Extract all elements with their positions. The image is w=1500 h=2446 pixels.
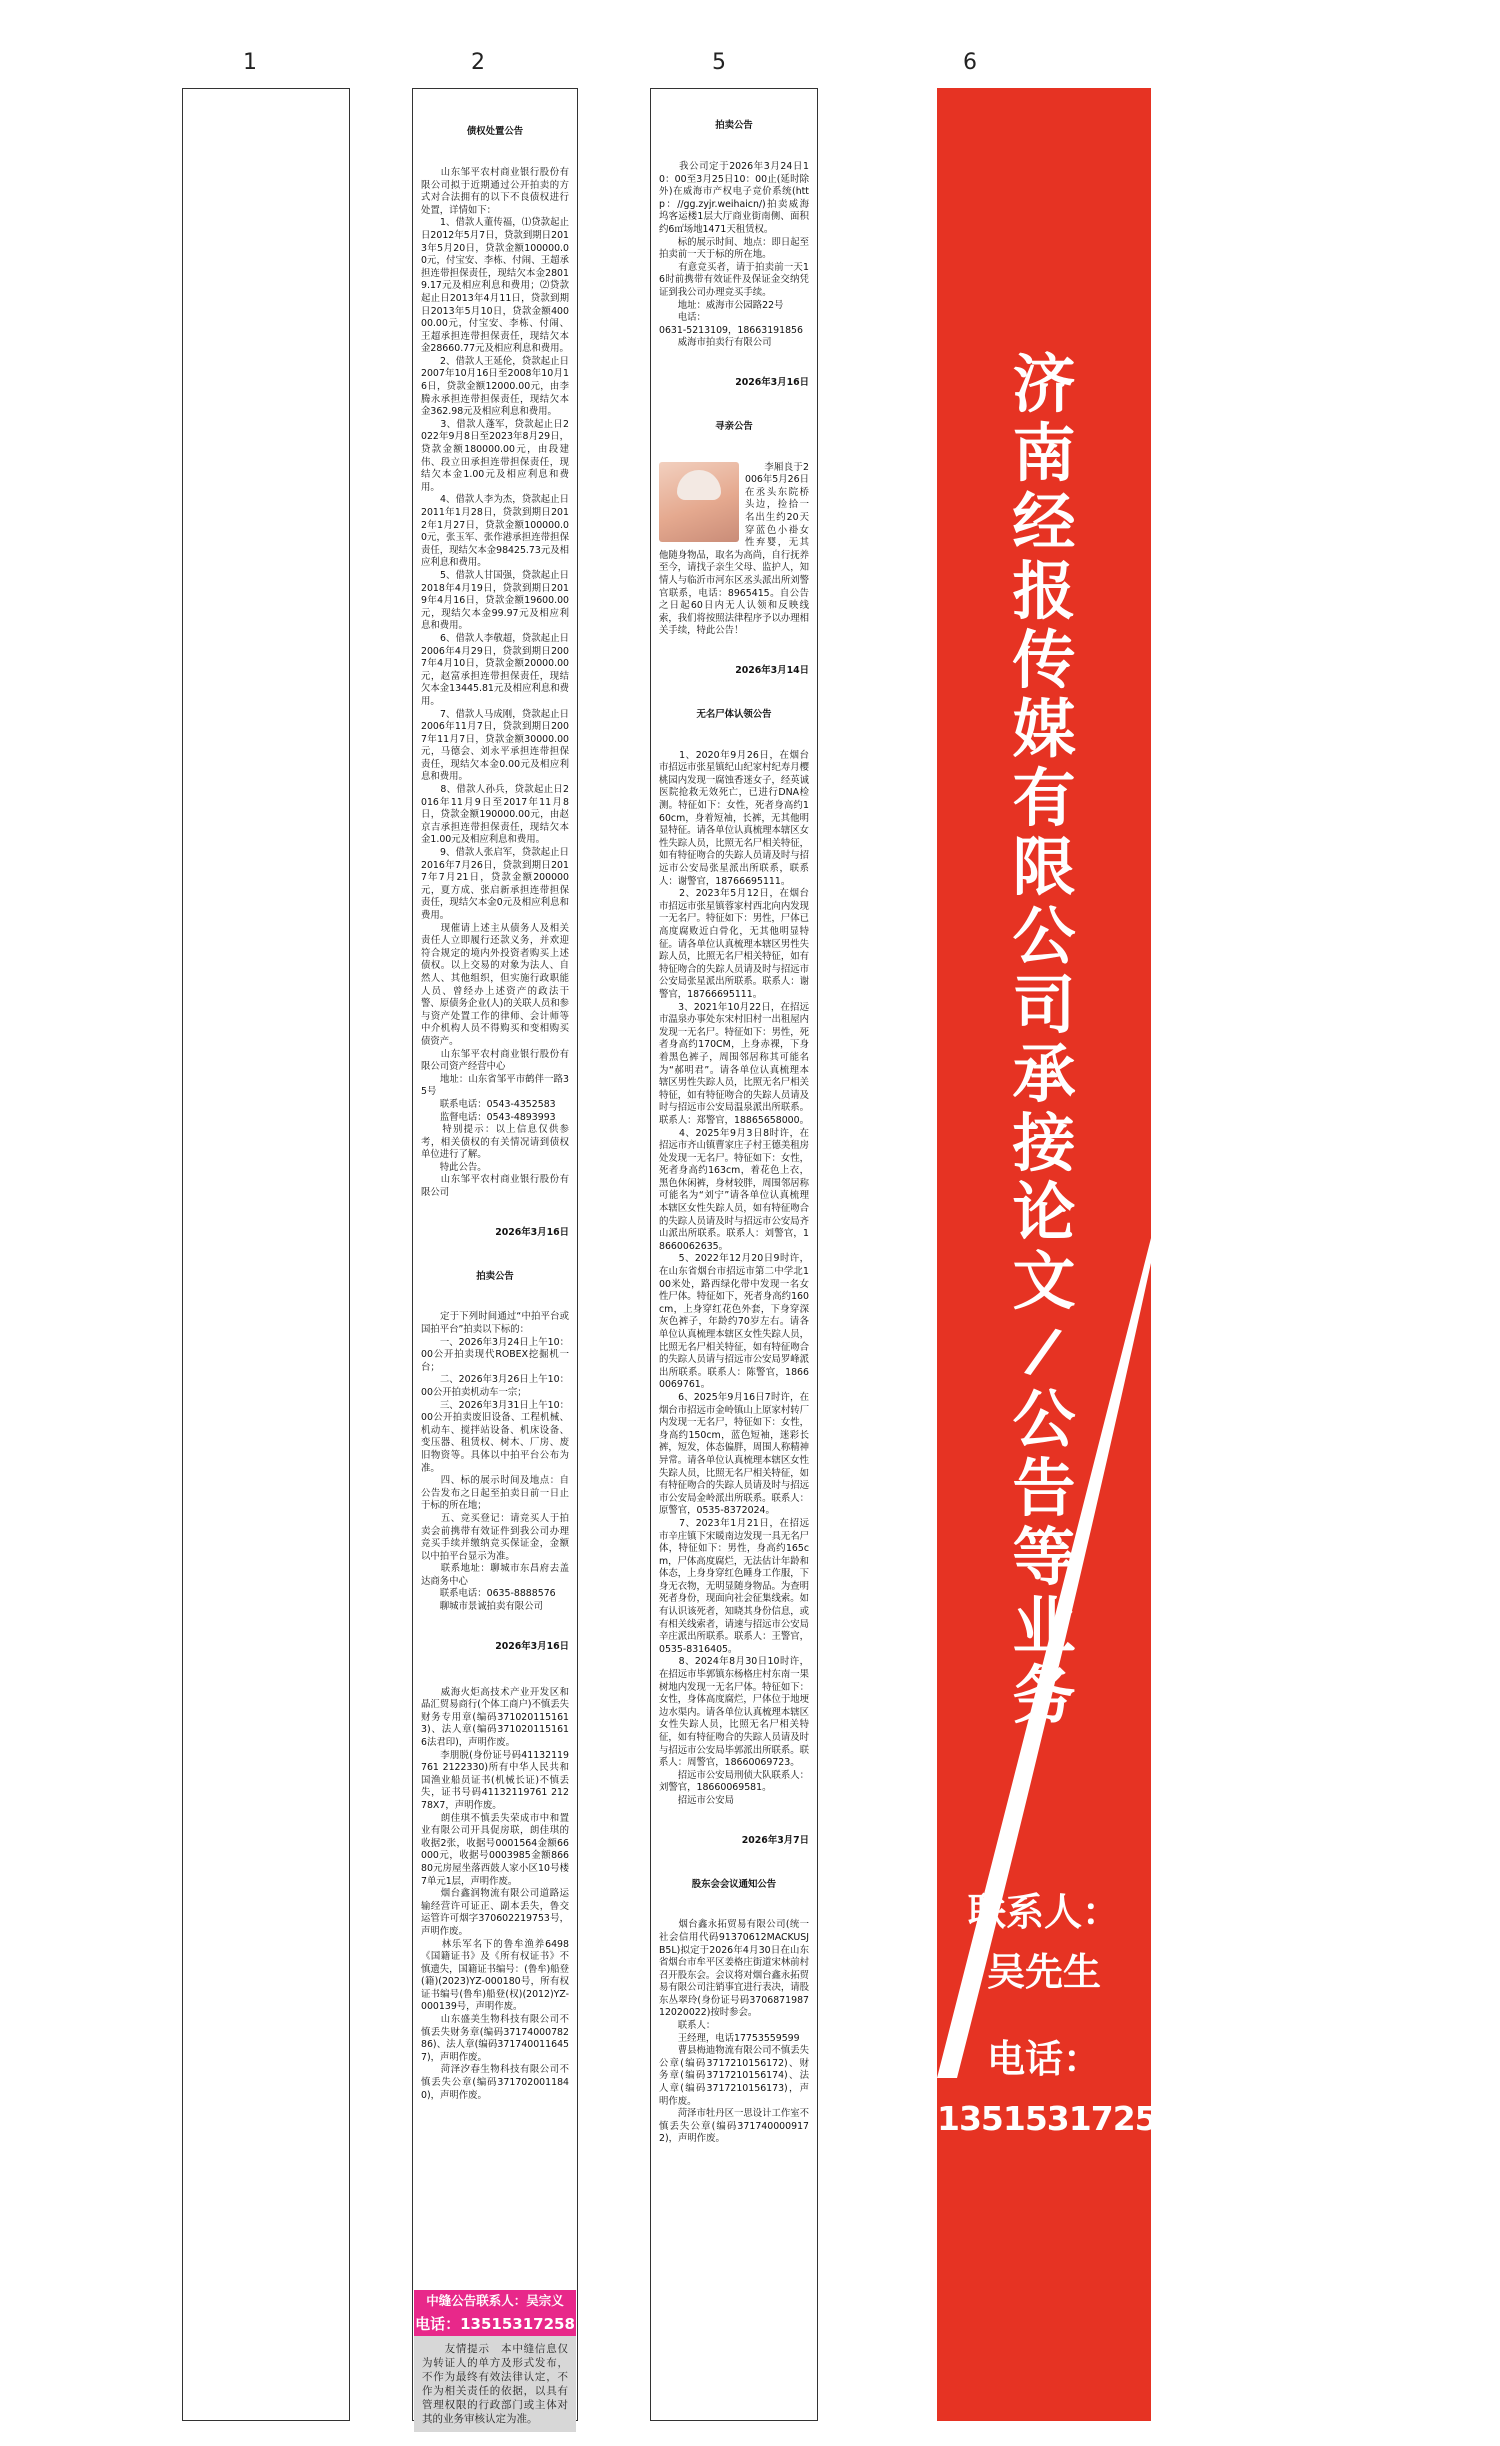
slogan-char: 论: [1012, 1175, 1076, 1249]
column-2-text: [413, 89, 577, 2129]
middle-seam-contact-name: 中缝公告联系人：吴宗义: [426, 2293, 564, 2308]
shareholder-meeting-title: 股东会会议通知公告: [691, 1878, 777, 1890]
slogan-char: 接: [1012, 1106, 1076, 1180]
middle-seam-contact: [414, 2290, 576, 2336]
auction-notice-title: 拍卖公告: [476, 1270, 514, 1282]
slogan-char: 南: [1012, 416, 1076, 490]
friendly-reminder: 友情提示 本中缝信息仅为转证人的单方及形式发布，不作为最终有效法律认定，不作为相关责任的依据，以具有管理权限的行政部门或主体对其的业务审核认定为准。: [414, 2336, 576, 2432]
family-search-date: 2026年3月14日: [735, 665, 809, 677]
auction-notice-2-title: 拍卖公告: [715, 120, 753, 132]
slogan-char: 公: [1012, 899, 1076, 973]
auction-notice-2-body: 我公司定于2026年3月24日10：00至3月25日10：00止(延时除外)在威海市产权电子竞价系统(http：//gg.zyjr.weihaicn/)拍卖威海坞客运楼1层大厅商业街南侧、面积约6㎡场地1471天租赁权。 标的展示时间、地点：即日起至拍卖前一天于标的所在地。 有意竞买者，请于拍卖前一天16时前携带有效证件及保证金交纳凭证到我公司办理竞买手续。 地址：威海市公园路22号 电话： 0631-5213109，18663191856 威海市拍卖行有限公司: [659, 160, 810, 349]
slogan: [937, 347, 1151, 1732]
column-5: [650, 88, 818, 2421]
column-number-1: 1: [243, 50, 257, 75]
slogan-char: /: [1021, 1311, 1067, 1389]
slogan-char: 文: [1012, 1244, 1076, 1318]
slogan-char: 承: [1012, 1037, 1076, 1111]
phone-number: 13515317258: [937, 2099, 1179, 2138]
column-5-text: [651, 89, 817, 2173]
slogan-char: 业: [1012, 1589, 1076, 1663]
column-number-5: 5: [712, 50, 726, 75]
unclaimed-body-text: 1、2020年9月26日，在烟台市招远市张星镇纪山纪家村纪寿月樱桃园内发现一腐蚀香迷女子，经英诚医院抢救无效死亡，已进行DNA检测。特征如下：女性，死者身高约160cm，身着短袖，长裤，无其他明显特征。请各单位认真梳理本辖区女性失踪人员，比照无名尸相关特征，如有特征吻合的失踪人员请及时与招远市公安局张星派出所联系，联系人：谢警官，18766695111。 2、2023年5月12日，在烟台市招远市张星镇蓉家村西北向内发现一无名尸。特征如下：男性，尸体已高度腐败近白骨化，无其他明显特征。请各单位认真梳理本辖区男性失踪人员，比照无名尸相关特征，如有特征吻合的失踪人员请及时与招远市公安局张星派出所联系。联系人：谢警官，18766695111。 3、2021年10月22日，在招远市温泉办事处东宋村旧村一出租屋内发现一无名尸。特征如下：男性，死者身高约170CM，上身赤裸，下身着黑色裤子，周围邻居称其可能名为“郝明君”。请各单位认真梳理本辖区男性失踪人员，比照无名尸相关特征，如有特征吻合的失踪人员请及时与招远市公安局温泉派出所联系。联系人：郑警官，18865658000。 4、2025年9月3日8时许，在招远市齐山镇曹家庄子村王德美租房处发现一无名尸。特征如下：女性，死者身高约163cm，着花色上衣，黑色休闲裤，身材较胖，周围邻居称可能名为“刘宁”请各单位认真梳理本辖区女性失踪人员，如有特征吻合的失踪人员请及时与招远市公安局齐山派出所联系。联系人：刘警官，18660062635。 5、2022年12月20日9时许，在山东省烟台市招远市第二中学北100米处，路西绿化带中发现一名女性尸体。特征如下，死者身高约160cm，上身穿红花色外套，下身穿深灰色裤子，年龄约70岁左右。请各单位认真梳理本辖区女性失踪人员，比照无名尸相关特征，如有特征吻合的失踪人员请与招远市公安局罗峰派出所联系。联系人：陈警官，18660069761。 6、2025年9月16日7时许，在烟台市招远市金岭镇山上原家村转厂内发现一无名尸，特征如下：女性，身高约150cm，蓝色短袖，迷彩长裤，短发，体态偏胖，周围人称精神异常。请各单位认真梳理本辖区女性失踪人员，比照无名尸相关特征，如有特征吻合的失踪人员请及时与招远市公安局金岭派出所联系。联系人：原警官，0535-8372024。 7、2023年1月21日，在招远市辛庄镇下宋暖南边发现一具无名尸体，特征如下：男性，身高约165cm，尸体高度腐烂，无法估计年龄和体态，上身身穿红色睡身工作服，下身无衣物，无明显随身物品。为查明死者身份，现面向社会征集线索。如有认识该死者，知晓其身份信息，或有相关线索者，请速与招远市公安局辛庄派出所联系。联系人：王警官，0535-8316405。 8、2024年8月30日10时许，在招远市毕郭镇东杨格庄村东南一果树地内发现一无名尸体。特征如下：女性，身体高度腐烂，尸体位于地埂边水渠内。请各单位认真梳理本辖区女性失踪人员，比照无名尸相关特征，如有特征吻合的失踪人员请及时与招远市公安局毕郭派出所联系。联系人：周警官，18660069723。 招远市公安局刑侦大队联系人：刘警官，18660069581。 招远市公安局: [659, 749, 810, 1806]
unclaimed-body-title: 无名尸体认领公告: [696, 708, 772, 720]
middle-seam-ad: [414, 2290, 576, 2432]
slogan-char: 媒: [1012, 692, 1076, 766]
column-1-blank: [182, 88, 350, 2421]
slogan-char: 告: [1012, 1451, 1076, 1525]
slogan-char: 限: [1012, 830, 1076, 904]
slogan-char: 有: [1012, 761, 1076, 835]
auction-notice-body: 定于下列时间通过“中拍平台或国拍平台”拍卖以下标的： 一、2026年3月24日上午10：00公开拍卖现代ROBEX挖掘机一台； 二、2026年3月26日上午10：00公开拍卖机动车一宗； 三、2026年3月31日上午10：00公开拍卖废旧设备、工程机械、机动车、搅拌站设备、机床设备、变压器、租赁权、树木、厂房、废旧物资等。具体以中拍平台公布为准。 四、标的展示时间及地点：自公告发布之日起至拍卖日前一日止于标的所在地； 五、竞买登记：请竞买人于拍卖会前携带有效证件到我公司办理竞买手续并缴纳竞买保证金，金额以中拍平台显示为准。 联系地址：聊城市东昌府去盖达商务中心 联系电话：0635-8888576 聊城市景诚拍卖有限公司: [421, 1311, 569, 1613]
loss-statements: 威海火炬高技术产业开发区和晶汇贸易商行(个体工商户)不慎丢失财务专用章(编码3710201151613)、法人章(编码371020115161 6法君印)，声明作废。 李朋脱(身份证号码41132119761 2122330)所有中华人民共和国渔业船员证书(机械长证)不慎丢失，证书号码41132119761 21278X7，声明作废。 朗佳琪不慎丢失荣成市中和置业有限公司开具促房联，朗佳琪的收据2张，收据号0001564金额66000元，收据号0003985金额86680元房屋坐落西鼓人家小区10号楼7单元1层，声明作废。 烟台鑫润物流有限公司道路运输经营许可证正、副本丢失，鲁交运管许可烟字370602219753号，声明作废。 林乐军名下的鲁牟渔养6498《国籍证书》及《所有权证书》不慎遗失，国籍证书编号：(鲁牟)船登(籍)(2023)YZ-000180号，所有权证书编号(鲁牟)船登(权)(2012)YZ-000139号，声明作废。 山东盛美生物科技有限公司不慎丢失财务章(编码3717400078286)、法人章(编码3717400116457)，声明作废。 菏泽汐春生物科技有限公司不慎丢失公章(编码3717020011840)，声明作废。: [421, 1686, 569, 2101]
slogan-char: 传: [1012, 623, 1076, 697]
slogan-char: 等: [1012, 1520, 1076, 1594]
middle-seam-contact-phone: 电话：13515317258: [415, 2315, 575, 2333]
family-search-body: [659, 462, 809, 638]
debt-disposal-title: 债权处置公告: [466, 126, 524, 138]
slogan-char: 司: [1012, 968, 1076, 1042]
debt-disposal-body: 山东邹平农村商业银行股份有限公司拟于近期通过公开拍卖的方式对合法拥有的以下不良债权进行处置，详情如下： 1、借款人董传福，⑴贷款起止日2012年5月7日，贷款到期日2013年5月20日，贷款金额100000.00元，付宝安、李栋、付闹、王超承担连带担保责任，现结欠本金28019.17元及相应利息和费用；⑵贷款起止日2013年4月11日，贷款到期日2013年5月10日，贷款金额40000.00元，付宝安、李栋、付闹、王超承担连带担保责任，现结欠本金28660.77元及相应利息和费用。 2、借款人王延伦，贷款起止日2007年10月16日至2008年10月16日，贷款金额12000.00元，由李腾永承担连带担保责任，现结欠本金362.98元及相应利息和费用。 3、借款人蓬军，贷款起止日2022年9月8日至2023年8月29日，贷款金额180000.00元，由段建伟、段立田承担连带担保责任，现结欠本金1.00元及相应利息和费用。 4、借款人李为杰，贷款起止日2011年1月28日，贷款到期日2012年1月27日，贷款金额100000.00元，张玉军、张作港承担连带担保责任，现结欠本金98425.73元及相应利息和费用。 5、借款人甘国强，贷款起止日2018年4月19日，贷款到期日2019年4月16日，贷款金额19600.00元，现结欠本金99.97元及相应利息和费用。 6、借款人李敬超，贷款起止日2006年4月29日，贷款到期日2007年4月10日，贷款金额20000.00元，赵富承担连带担保责任，现结欠本金13445.81元及相应利息和费用。 7、借款人马成刚，贷款起止日2006年11月7日，贷款到期日2007年11月7日，贷款金额30000.00元，马德会、刘永平承担连带担保责任，现结欠本金0.00元及相应利息和费用。 8、借款人孙兵，贷款起止日2016年11月9日至2017年11月8日，贷款金额190000.00元，由赵京吉承担连带担保责任，现结欠本金1.00元及相应利息和费用。 9、借款人张启军，贷款起止日2016年7月26日，贷款到期日2017年7月21日，贷款金额200000元，夏方成、张启新承担连带担保责任，现结欠本金0元及相应利息和费用。 现催请上述主从债务人及相关责任人立即履行还款义务，并欢迎符合规定的境内外投资者购买上述债权。以上交易的对象为法人、自然人、其他组织，但实施行政职能人员、曾经办上述资产的政法干警、原债务企业(人)的关联人员和参与资产处置工作的律师、会计师等中介机构人员不得购买和变相购买债资产。 山东邹平农村商业银行股份有限公司资产经营中心 地址：山东省邹平市鹤伴一路35号 联系电话：0543-4352583 监督电话：0543-4893993 特别提示：以上信息仅供参考，相关债权的有关情况请到债权单位进行了解。 特此公告。 山东邹平农村商业银行股份有限公司: [421, 166, 569, 1199]
contact-name: 吴先生: [986, 1950, 1101, 1994]
auction-notice-2-date: 2026年3月16日: [735, 377, 809, 389]
shareholder-meeting-body: 烟台鑫永拓贸易有限公司(统一社会信用代码91370612MACKUSJB5L)拟定于2026年4月30日在山东省烟台市牟平区姜格庄街道宋林前村召开股东会。会议将对烟台鑫永拓贸易有限公司注销事宜进行表决，请股东丛翠玲(身份证号码370687198712020022)按时参会。 联系人： 王经理，电话17753559599 曹县梅迪物流有限公司不慎丢失公章(编码3717210156172)、财务章(编码3717210156174)、法人章(编码3717210156173)，声明作废。 菏泽市牡丹区一思设计工作室不慎丢失公章(编码3717400009172)，声明作废。: [659, 1919, 810, 2145]
slogan-char: 务: [1012, 1658, 1076, 1732]
foundling-photo: [659, 462, 739, 542]
phone-label: 电话：: [986, 2037, 1101, 2081]
column-6-ad-band: [937, 88, 1179, 2421]
contact-label: 联系人：: [967, 1890, 1120, 1934]
unclaimed-body-date: 2026年3月7日: [741, 1834, 809, 1846]
slogan-char: 公: [1012, 1382, 1076, 1456]
column-number-2: 2: [471, 50, 485, 75]
auction-notice-date: 2026年3月16日: [495, 1640, 569, 1652]
slogan-char: 报: [1012, 554, 1076, 628]
column-number-6: 6: [963, 50, 977, 75]
slogan-char: 经: [1012, 485, 1076, 559]
family-search-title: 寻亲公告: [715, 420, 753, 432]
debt-disposal-date: 2026年3月16日: [495, 1226, 569, 1238]
family-search-text: 李厢良于2006年5月26日在丞头东院桥头边，捡拾一名出生约20天穿蓝色小褂女性弃婴，无其他随身物品，取名为高尚，自行抚养至今，请找子亲生父母、监护人，知情人与临沂市河东区丞头派出所刘警官联系，电话：8965415。自公告之日起60日内无人认领和反映线索，我们将按照法律程序予以办理相关手续，特此公告！: [659, 461, 810, 637]
slogan-char: 济: [1012, 347, 1076, 421]
column-2: [412, 88, 578, 2421]
